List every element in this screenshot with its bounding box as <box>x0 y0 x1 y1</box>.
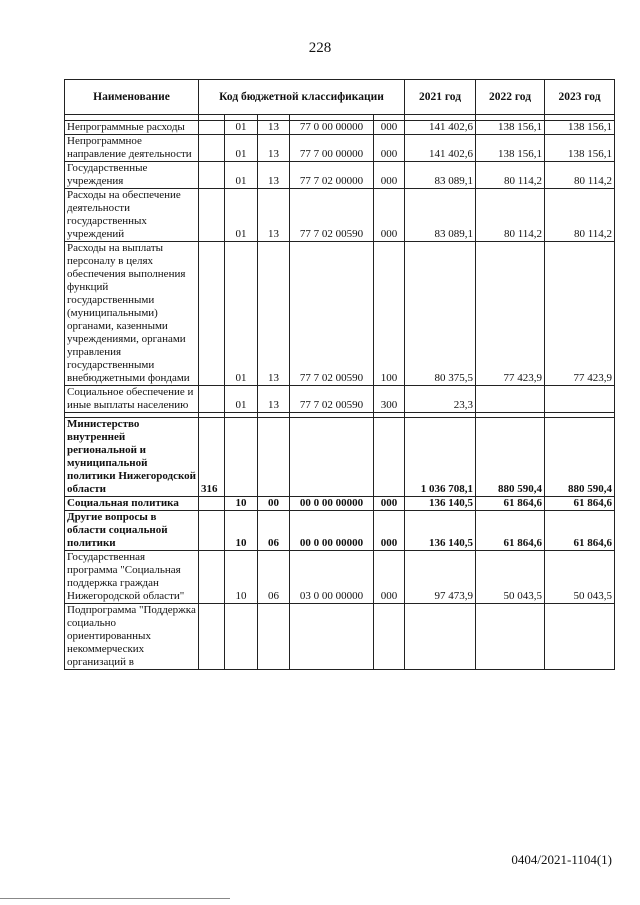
cell-rz: 01 <box>225 242 258 386</box>
cell-rz: 10 <box>225 497 258 511</box>
header-name: Наименование <box>65 80 199 115</box>
cell-v2021 <box>405 604 476 670</box>
table-row <box>65 418 615 497</box>
table-row <box>65 242 615 386</box>
cell-v2023: 80 114,2 <box>545 162 615 189</box>
cell-v2023: 77 423,9 <box>545 242 615 386</box>
table-row <box>65 135 615 162</box>
cell-ved <box>199 497 225 511</box>
cell-ved <box>199 511 225 551</box>
cell-rz: 01 <box>225 121 258 135</box>
cell-ved <box>199 386 225 413</box>
cell-pr: 13 <box>258 121 290 135</box>
cell-pr: 13 <box>258 162 290 189</box>
cell-v2022: 880 590,4 <box>476 418 545 497</box>
cell-v2022: 61 864,6 <box>476 497 545 511</box>
cell-v2022: 138 156,1 <box>476 135 545 162</box>
table-header-row <box>65 80 615 115</box>
cell-ved <box>199 242 225 386</box>
cell-name: Непрограммное направление деятельности <box>65 135 199 162</box>
cell-v2023: 50 043,5 <box>545 551 615 604</box>
cell-rz: 01 <box>225 135 258 162</box>
cell-v2021: 83 089,1 <box>405 162 476 189</box>
table-row <box>65 162 615 189</box>
cell-v2023: 80 114,2 <box>545 189 615 242</box>
cell-v2023: 138 156,1 <box>545 135 615 162</box>
table-row <box>65 386 615 413</box>
cell-v2021: 136 140,5 <box>405 497 476 511</box>
cell-v2022: 77 423,9 <box>476 242 545 386</box>
header-2021: 2021 год <box>405 80 476 115</box>
cell-pr: 00 <box>258 497 290 511</box>
header-2023: 2023 год <box>545 80 615 115</box>
cell-v2021: 136 140,5 <box>405 511 476 551</box>
cell-name: Государственная программа "Социальная поддержка граждан Нижегородской области" <box>65 551 199 604</box>
cell-rz: 01 <box>225 189 258 242</box>
cell-vr: 000 <box>374 497 405 511</box>
cell-name: Расходы на обеспечение деятельности государственных учреждений <box>65 189 199 242</box>
cell-vr: 000 <box>374 121 405 135</box>
cell-pr <box>258 418 290 497</box>
cell-v2022: 80 114,2 <box>476 162 545 189</box>
table-row <box>65 189 615 242</box>
cell-v2021: 141 402,6 <box>405 121 476 135</box>
cell-vr <box>374 418 405 497</box>
cell-ved <box>199 135 225 162</box>
cell-csr: 77 7 02 00590 <box>290 189 374 242</box>
cell-v2023: 880 590,4 <box>545 418 615 497</box>
cell-name: Государственные учреждения <box>65 162 199 189</box>
cell-v2023 <box>545 386 615 413</box>
document-code: 0404/2021-1104(1) <box>511 852 612 867</box>
cell-v2023 <box>545 604 615 670</box>
table-row <box>65 497 615 511</box>
cell-pr: 13 <box>258 242 290 386</box>
cell-v2022 <box>476 386 545 413</box>
cell-vr <box>374 604 405 670</box>
cell-name: Социальное обеспечение и иные выплаты населению <box>65 386 199 413</box>
cell-pr <box>258 604 290 670</box>
cell-rz: 10 <box>225 551 258 604</box>
cell-name: Социальная политика <box>65 497 199 511</box>
cell-v2021: 23,3 <box>405 386 476 413</box>
bottom-rule <box>0 898 230 899</box>
cell-name: Министерство внутренней региональной и муниципальной политики Нижегородской области <box>65 418 199 497</box>
cell-ved <box>199 189 225 242</box>
table-row <box>65 121 615 135</box>
cell-name: Другие вопросы в области социальной политики <box>65 511 199 551</box>
cell-pr: 06 <box>258 511 290 551</box>
cell-v2022: 50 043,5 <box>476 551 545 604</box>
cell-ved <box>199 162 225 189</box>
cell-ved: 316 <box>199 418 225 497</box>
cell-csr: 00 0 00 00000 <box>290 511 374 551</box>
cell-rz: 01 <box>225 162 258 189</box>
table-body <box>65 121 615 670</box>
cell-v2022: 80 114,2 <box>476 189 545 242</box>
cell-vr: 000 <box>374 189 405 242</box>
cell-v2021: 1 036 708,1 <box>405 418 476 497</box>
table-row <box>65 604 615 670</box>
cell-csr: 00 0 00 00000 <box>290 497 374 511</box>
cell-v2022 <box>476 604 545 670</box>
cell-vr: 000 <box>374 511 405 551</box>
cell-name: Непрограммные расходы <box>65 121 199 135</box>
cell-name: Подпрограмма "Поддержка социально ориентированных некоммерческих организаций в <box>65 604 199 670</box>
cell-v2022: 61 864,6 <box>476 511 545 551</box>
cell-vr: 000 <box>374 551 405 604</box>
cell-rz <box>225 604 258 670</box>
cell-pr: 06 <box>258 551 290 604</box>
cell-csr: 77 0 00 00000 <box>290 121 374 135</box>
cell-csr <box>290 418 374 497</box>
cell-v2021: 83 089,1 <box>405 189 476 242</box>
cell-v2023: 61 864,6 <box>545 511 615 551</box>
cell-pr: 13 <box>258 189 290 242</box>
header-code: Код бюджетной классификации <box>199 80 405 115</box>
cell-v2021: 97 473,9 <box>405 551 476 604</box>
cell-rz: 10 <box>225 511 258 551</box>
cell-csr: 77 7 00 00000 <box>290 135 374 162</box>
cell-ved <box>199 604 225 670</box>
cell-vr: 300 <box>374 386 405 413</box>
cell-v2022: 138 156,1 <box>476 121 545 135</box>
budget-table <box>64 79 615 670</box>
table-row <box>65 551 615 604</box>
cell-ved <box>199 551 225 604</box>
cell-v2023: 138 156,1 <box>545 121 615 135</box>
cell-csr <box>290 604 374 670</box>
cell-pr: 13 <box>258 386 290 413</box>
cell-name: Расходы на выплаты персоналу в целях обеспечения выполнения функций государственными (муниципальными) органами, казенными учреждениями, органами управления государственными внебюджетными фондами <box>65 242 199 386</box>
cell-rz <box>225 418 258 497</box>
cell-csr: 03 0 00 00000 <box>290 551 374 604</box>
cell-vr: 000 <box>374 162 405 189</box>
cell-v2021: 141 402,6 <box>405 135 476 162</box>
cell-vr: 100 <box>374 242 405 386</box>
cell-v2023: 61 864,6 <box>545 497 615 511</box>
cell-csr: 77 7 02 00590 <box>290 386 374 413</box>
cell-ved <box>199 121 225 135</box>
page-number: 228 <box>308 40 332 56</box>
header-2022: 2022 год <box>476 80 545 115</box>
cell-csr: 77 7 02 00590 <box>290 242 374 386</box>
cell-rz: 01 <box>225 386 258 413</box>
table-row <box>65 511 615 551</box>
cell-csr: 77 7 02 00000 <box>290 162 374 189</box>
cell-v2021: 80 375,5 <box>405 242 476 386</box>
cell-pr: 13 <box>258 135 290 162</box>
cell-vr: 000 <box>374 135 405 162</box>
